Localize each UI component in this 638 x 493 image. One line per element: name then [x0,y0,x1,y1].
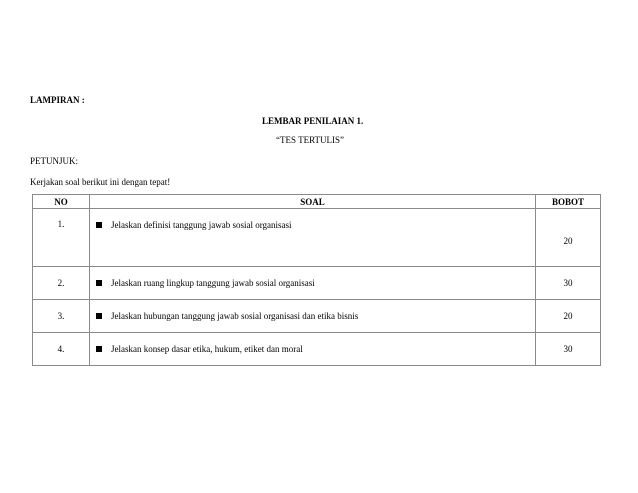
column-header-soal: SOAL [90,195,536,209]
row-number: 1. [33,209,90,267]
row-number: 4. [33,333,90,366]
square-bullet-icon [96,346,102,352]
question-table [32,194,601,366]
weight-value: 30 [536,267,601,300]
row-number: 3. [33,300,90,333]
table-row [33,300,601,333]
square-bullet-icon [96,280,102,286]
petunjuk-label: PETUNJUK: [30,156,79,166]
square-bullet-icon [96,222,102,228]
page-title: LEMBAR PENILAIAN 1. [262,116,364,126]
column-header-no: NO [33,195,90,209]
question-cell [90,300,536,333]
question-text: Jelaskan ruang lingkup tanggung jawab sosial organisasi [111,278,315,288]
column-header-bobot: BOBOT [536,195,601,209]
question-text: Jelaskan definisi tanggung jawab sosial organisasi [111,220,292,230]
question-text: Jelaskan konsep dasar etika, hukum, etiket dan moral [111,344,303,354]
question-text: Jelaskan hubungan tanggung jawab sosial organisasi dan etika bisnis [111,311,359,321]
table-row [33,209,601,267]
square-bullet-icon [96,313,102,319]
question-cell [90,333,536,366]
question-cell [90,267,536,300]
table-row [33,267,601,300]
weight-value: 20 [536,300,601,333]
page-subtitle: “TES TERTULIS” [276,135,345,145]
question-cell [90,209,536,267]
table-row [33,333,601,366]
row-number: 2. [33,267,90,300]
table-header-row [33,195,601,209]
lampiran-label: LAMPIRAN : [30,95,85,105]
weight-value: 20 [536,209,601,267]
weight-value: 30 [536,333,601,366]
instruction-text: Kerjakan soal berikut ini dengan tepat! [30,177,171,187]
